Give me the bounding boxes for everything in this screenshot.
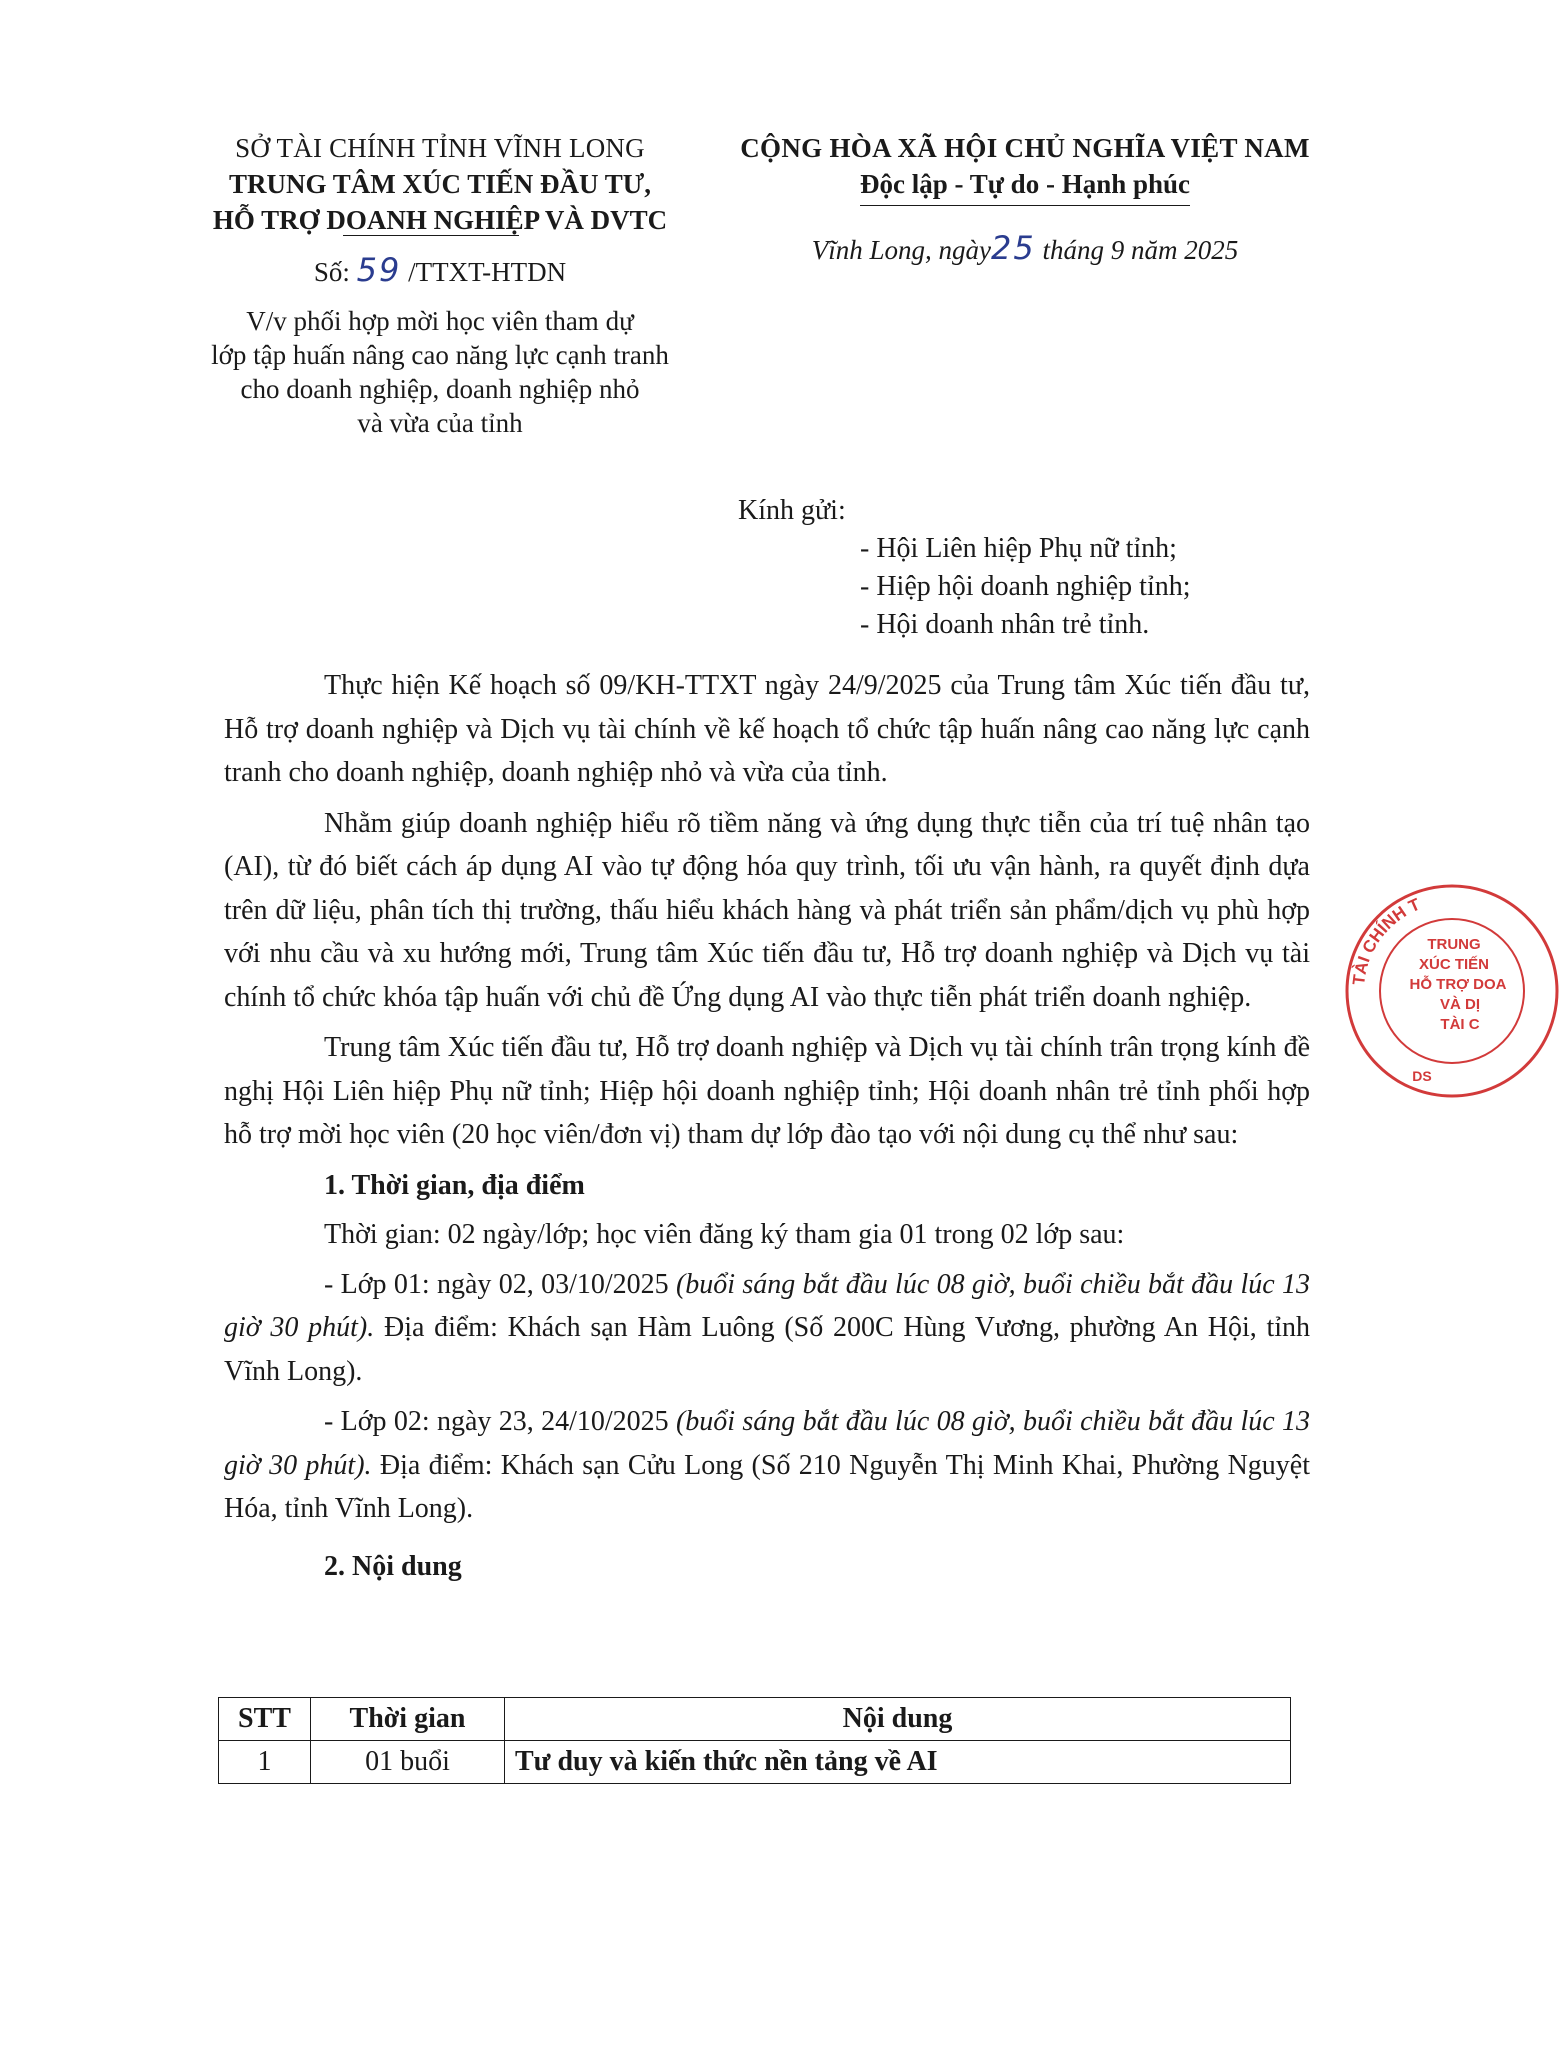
schedule-summary: Thời gian: 02 ngày/lớp; học viên đăng ký tham gia 01 trong 02 lớp sau:	[324, 1219, 1125, 1250]
issue-day-handwritten: 25	[991, 229, 1036, 267]
table-row	[219, 1741, 1291, 1784]
class-1-date: - Lớp 01: ngày 02, 03/10/2025	[324, 1268, 669, 1300]
class-2-details	[224, 1400, 1310, 1531]
paragraph-request: Trung tâm Xúc tiến đầu tư, Hỗ trợ doanh nghiệp và Dịch vụ tài chính trân trọng kính đề nghị Hội Liên hiệp Phụ nữ tỉnh; Hiệp hội doanh nghiệp tỉnh; Hội doanh nhân trẻ tỉnh phối hợp hỗ trợ mời học viên (20 học viên/đơn vị) tham dự lớp đào tạo với nội dung cụ thể như sau:	[224, 1032, 1310, 1150]
organization-name-line2	[213, 202, 667, 238]
official-stamp	[1336, 873, 1566, 1103]
document-number-suffix: /TTXT-HTDN	[408, 257, 567, 287]
document-number-handwritten: 59	[356, 251, 402, 289]
column-header-time: Thời gian	[311, 1698, 505, 1741]
organization-name-line2-text: HỖ TRỢ DOANH NGHIỆP VÀ DVTC	[212, 205, 668, 235]
column-header-stt: STT	[219, 1698, 311, 1741]
document-number	[160, 252, 720, 290]
subject-line: lớp tập huấn nâng cao năng lực cạnh tranh	[211, 340, 669, 370]
cell-time: 01 buổi	[311, 1741, 505, 1784]
section-1-heading: 1. Thời gian, địa điểm	[324, 1169, 585, 1201]
letter-body	[224, 664, 1310, 1595]
organization-underline	[343, 235, 519, 236]
recipient-item: - Hội doanh nhân trẻ tỉnh.	[860, 609, 1150, 640]
class-2-venue: Địa điểm: Khách sạn Cửu Long (Số 210 Nguyễn Thị Minh Khai, Phường Nguyệt Hóa, tỉnh Vĩnh Long).	[224, 1449, 1311, 1524]
subject-line: V/v phối hợp mời học viên tham dự	[246, 306, 634, 336]
parent-agency: SỞ TÀI CHÍNH TỈNH VĨNH LONG	[235, 133, 645, 163]
class-1-times: (buổi sáng bắt đầu lúc 08 giờ, buổi chiều bắt đầu lúc 13 giờ 30 phút).	[224, 1268, 1311, 1343]
stamp-inner-text: HỖ TRỢ DOA	[1409, 976, 1507, 993]
section-2-heading: 2. Nội dung	[324, 1550, 462, 1582]
content-table	[218, 1697, 1291, 1784]
national-header	[715, 130, 1335, 268]
national-motto: Độc lập - Tự do - Hạnh phúc	[860, 166, 1190, 206]
recipients-list	[860, 530, 1191, 644]
cell-stt: 1	[219, 1741, 311, 1784]
stamp-bottom-text: DS	[1412, 1068, 1432, 1084]
class-1-details	[224, 1263, 1310, 1394]
recipient-item: - Hội Liên hiệp Phụ nữ tỉnh;	[860, 533, 1177, 564]
issue-date-prefix: Vĩnh Long, ngày	[811, 235, 992, 265]
issue-date	[715, 230, 1335, 268]
class-2-date: - Lớp 02: ngày 23, 24/10/2025	[324, 1406, 669, 1437]
subject-line: cho doanh nghiệp, doanh nghiệp nhỏ	[240, 374, 640, 404]
subject-line: và vừa của tỉnh	[357, 408, 523, 438]
stamp-inner-text: VÀ DỊ	[1439, 996, 1481, 1013]
nation-title: CỘNG HÒA XÃ HỘI CHỦ NGHĨA VIỆT NAM	[740, 133, 1310, 163]
class-1-venue: Địa điểm: Khách sạn Hàm Luông (Số 200C Hùng Vương, phường An Hội, tỉnh Vĩnh Long).	[224, 1312, 1311, 1387]
class-2-times: (buổi sáng bắt đầu lúc 08 giờ, buổi chiều bắt đầu lúc 13 giờ 30 phút).	[224, 1406, 1311, 1481]
paragraph-purpose: Nhằm giúp doanh nghiệp hiểu rõ tiềm năng và ứng dụng thực tiễn của trí tuệ nhân tạo (AI), từ đó biết cách áp dụng AI vào tự động hóa quy trình, tối ưu vận hành, ra quyết định dựa trên dữ liệu, phân tích thị trường, thấu hiểu khách hàng và phát triển sản phẩm/dịch vụ phù hợp với nhu cầu và xu hướng mới, Trung tâm Xúc tiến đầu tư, Hỗ trợ doanh nghiệp và Dịch vụ tài chính tổ chức khóa tập huấn với chủ đề Ứng dụng AI vào thực tiễn phát triển doanh nghiệp.	[224, 807, 1310, 1013]
recipients-block	[738, 492, 1191, 644]
stamp-inner-text: XÚC TIẾN	[1418, 956, 1490, 973]
subject-block	[160, 304, 720, 440]
document-number-prefix: Số:	[313, 257, 350, 287]
organization-name-line1: TRUNG TÂM XÚC TIẾN ĐẦU TƯ,	[228, 169, 652, 199]
cell-content: Tư duy và kiến thức nền tảng về AI	[505, 1741, 1291, 1784]
stamp-inner-text: TRUNG	[1427, 936, 1481, 953]
paragraph-plan-reference: Thực hiện Kế hoạch số 09/KH-TTXT ngày 24/9/2025 của Trung tâm Xúc tiến đầu tư, Hỗ trợ doanh nghiệp và Dịch vụ tài chính về kế hoạch tổ chức tập huấn nâng cao năng lực cạnh tranh cho doanh nghiệp, doanh nghiệp nhỏ và vừa của tỉnh.	[224, 670, 1310, 788]
table-header-row	[219, 1698, 1291, 1741]
issue-date-suffix: tháng 9 năm 2025	[1042, 235, 1239, 265]
issuer-block	[160, 130, 720, 440]
stamp-inner-text: TÀI C	[1440, 1016, 1480, 1033]
stamp-outer-text: TÀI CHÍNH T	[1349, 894, 1423, 987]
column-header-content: Nội dung	[505, 1698, 1291, 1741]
recipients-label: Kính gửi:	[738, 495, 846, 526]
recipient-item: - Hiệp hội doanh nghiệp tỉnh;	[860, 571, 1191, 602]
